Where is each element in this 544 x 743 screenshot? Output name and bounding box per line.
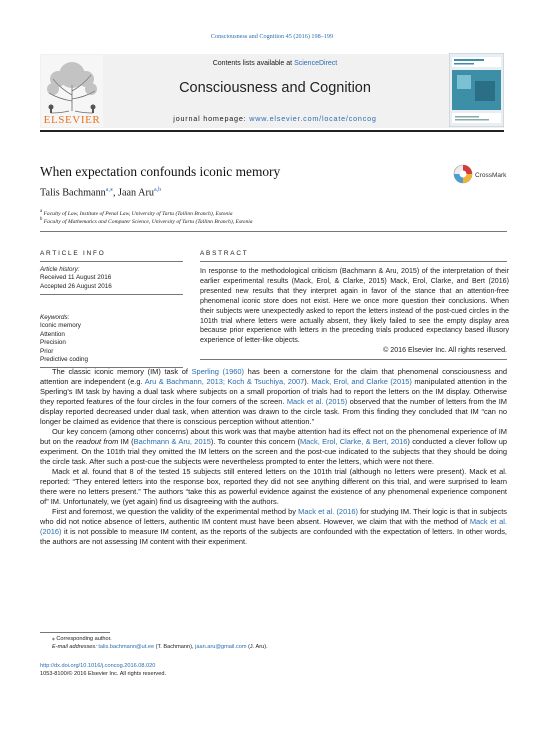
received-date: Received 11 August 2016 (40, 274, 112, 282)
abstract-text: In response to the methodological criticism (Bachmann & Aru, 2015) of the interpretation of their earlier experimental results (Mack, Erol, & Clarke, 2015) Mack, Erol, Clarke, and Bert (2016) presented new results that they interpret again in favor of the stance that an attention-free phenomenal iconic store does not exist. Here we once more question their conclusions. When their subjects were unexpectedly asked to report the letters instead of the post-cued circles in the 101th trial where letters were actually absent, they likely failed to see the empty display area because prior experience with letters in the preceding trials produced expectancy based illusory experience of letter-like objects. (200, 267, 509, 345)
body-paragraph (40, 427, 507, 467)
citation-link[interactable]: Bachmann & Aru, 2015 (133, 437, 211, 446)
crossmark-badge[interactable] (453, 163, 508, 185)
email-link[interactable]: jaan.aru@gmail.com (195, 643, 247, 650)
contents-line (120, 60, 430, 67)
author-separator: , (112, 187, 119, 199)
article-body (40, 367, 507, 547)
crossmark-icon (454, 165, 472, 183)
contents-prefix: Contents lists available at (212, 60, 295, 67)
citation-link[interactable]: Mack et al. (2015) (286, 397, 348, 406)
keyword-item: Prior (40, 347, 54, 355)
affiliation-mark: a (40, 209, 43, 214)
abstract-rule (200, 261, 507, 262)
journal-homepage-line (120, 114, 430, 123)
body-text-run: ). To counter this concern ( (210, 437, 300, 446)
sciencedirect-link[interactable]: ScienceDirect (294, 60, 338, 67)
doi-block (40, 662, 166, 678)
elsevier-wordmark: ELSEVIER (43, 114, 101, 126)
keyword-item: Attention (40, 330, 65, 338)
body-text-run: manipulated attention in the Sperling’s IM task by having a dual task where subjects on a small proportion of trials had to report the letters on the IM display. Otherwise they reported features of the four circles in the four corners of the screen. (40, 377, 507, 406)
body-text-run: for studying IM. Their logic is that in subjects who did not notice absence of letters, authentic IM content must have been absent. However, we claim that with the method of (40, 507, 507, 526)
citation-link[interactable]: Mack, Erol, and Clarke (2015) (311, 377, 412, 386)
article-info-rule (40, 261, 183, 262)
keyword-item: Iconic memory (40, 322, 81, 330)
body-text-run: First and foremost, we question the validity of the experimental method by (52, 507, 299, 516)
homepage-prefix: journal homepage: (173, 114, 250, 123)
affiliation-b (40, 217, 253, 225)
corresponding-author-note (40, 636, 440, 644)
header-rule (40, 130, 504, 132)
body-paragraph (40, 507, 507, 547)
email-link[interactable]: talis.bachmann@ut.ee (98, 643, 155, 650)
emphasis-text: readout from (75, 437, 119, 446)
author-name[interactable]: Talis Bachmann (40, 187, 106, 199)
body-text-run: it is not possible to measure IM content, as the reports of the subjects are confounded with the expectation of letters. In other words, the authors are not assessing IM content with their experiment. (40, 527, 507, 546)
citation-link[interactable]: Mack et al. (2016) (40, 517, 507, 536)
email-owner: (J. Aru). (246, 643, 268, 650)
crossmark-label: CrossMark (475, 172, 507, 179)
body-text-run: Mack et al. found that 8 of the tested 15 subjects still entered letters on the 101th trial (although no letters were present). Mack et al. reported: “They entered letters into the response box, reported they did not see anything different on this trial, and were surprised to learn there were no letters present.” The authors “take this as powerful evidence against the existence of any phenomenal experience component of” IM. Unfortunately, we (yet again) find us disagreeing with the authors. (40, 467, 507, 506)
body-paragraph (40, 367, 507, 427)
abstract-copyright: © 2016 Elsevier Inc. All rights reserved. (383, 346, 507, 354)
history-rule (40, 294, 183, 295)
accepted-date: Accepted 26 August 2016 (40, 282, 112, 290)
citation-link[interactable]: Mack, Erol, Clarke, & Bert, 2016 (299, 437, 408, 446)
author-affiliation-mark[interactable]: a,⁎ (105, 187, 113, 193)
keywords-label: Keywords: (40, 314, 70, 321)
affiliation-rule (40, 231, 507, 232)
citation-link[interactable]: Mack et al. (2016) (298, 507, 358, 516)
citation-link[interactable]: Sperling (1960) (191, 367, 245, 376)
abstract-heading: ABSTRACT (200, 250, 249, 257)
keyword-item: Predictive coding (40, 356, 88, 364)
article-history (40, 266, 180, 291)
keyword-item: Precision (40, 339, 66, 347)
body-text-run: Our key concern (among other concerns) about this work was that maybe attention had its effect not on the phenomenal experience of IM but on the (40, 427, 507, 446)
history-label: Article history: (40, 266, 80, 273)
corresponding-text: Corresponding author. (54, 636, 112, 642)
author-affiliation-mark[interactable]: a,b (153, 187, 162, 193)
corresponding-mark: ⁎ (52, 636, 55, 642)
journal-cover-thumbnail (449, 53, 504, 127)
email-note (40, 644, 440, 652)
abstract-bottom-rule (200, 359, 507, 360)
affiliation-mark: b (40, 217, 43, 222)
footnote-rule (40, 632, 110, 633)
affiliation-text: Faculty of Law, Institute of Penal Law, University of Tartu (Tallinn Branch), Estonia (42, 210, 233, 217)
body-text-run: has been a cornerstone for the claim that phenomenal consciousness and attention are independent (e.g. (40, 367, 507, 386)
email-owner: (T. Bachmann), (154, 643, 196, 650)
affiliation-text: Faculty of Mathematics and Computer Science, University of Tartu (Tallinn Branch), Estonia (42, 218, 253, 225)
body-text-run: observed that the number of letters from the IM display reported decreased under dual task, when attention was drawn to the circle task. From this finding they concluded that IM “can no longer be claimed as evidence that there is conscious perception without attention.” (40, 397, 508, 426)
citation-link[interactable]: Aru & Bachmann, 2013; Koch & Tsuchiya, 2007 (144, 377, 305, 386)
article-info-heading: ARTICLE INFO (40, 250, 106, 257)
journal-citation[interactable]: Consciousness and Cognition 45 (2016) 198–199 (210, 33, 334, 40)
affiliation-a (40, 209, 233, 217)
article-title: When expectation confounds iconic memory (40, 164, 281, 179)
homepage-link[interactable]: www.elsevier.com/locate/concog (249, 114, 377, 123)
body-text-run: ). (304, 377, 312, 386)
doi-link[interactable]: http://dx.doi.org/10.1016/j.concog.2016.08.020 (40, 663, 156, 669)
author-name[interactable]: Jaan Aru (118, 187, 154, 199)
issn-line: 1053-8100/© 2016 Elsevier Inc. All rights reserved. (40, 671, 167, 677)
email-label: E-mail addresses: (52, 643, 99, 650)
body-text-run: ) conducted a clever follow up experiment. On the 101th trial they omitted the IM letters on the screen and the post-cue indicated to the subjects that they should be doing the circle task. After such a post-cue the subjects were nevertheless prompted to enter the letters, which were not there. (40, 437, 507, 466)
body-paragraph (40, 467, 507, 507)
journal-title: Consciousness and Cognition (179, 80, 371, 96)
body-text-run: The classic iconic memory (IM) task of (52, 367, 192, 376)
keywords-block (40, 314, 180, 364)
footnotes (40, 636, 440, 651)
author-list (40, 186, 161, 198)
body-text-run: IM ( (118, 437, 134, 446)
